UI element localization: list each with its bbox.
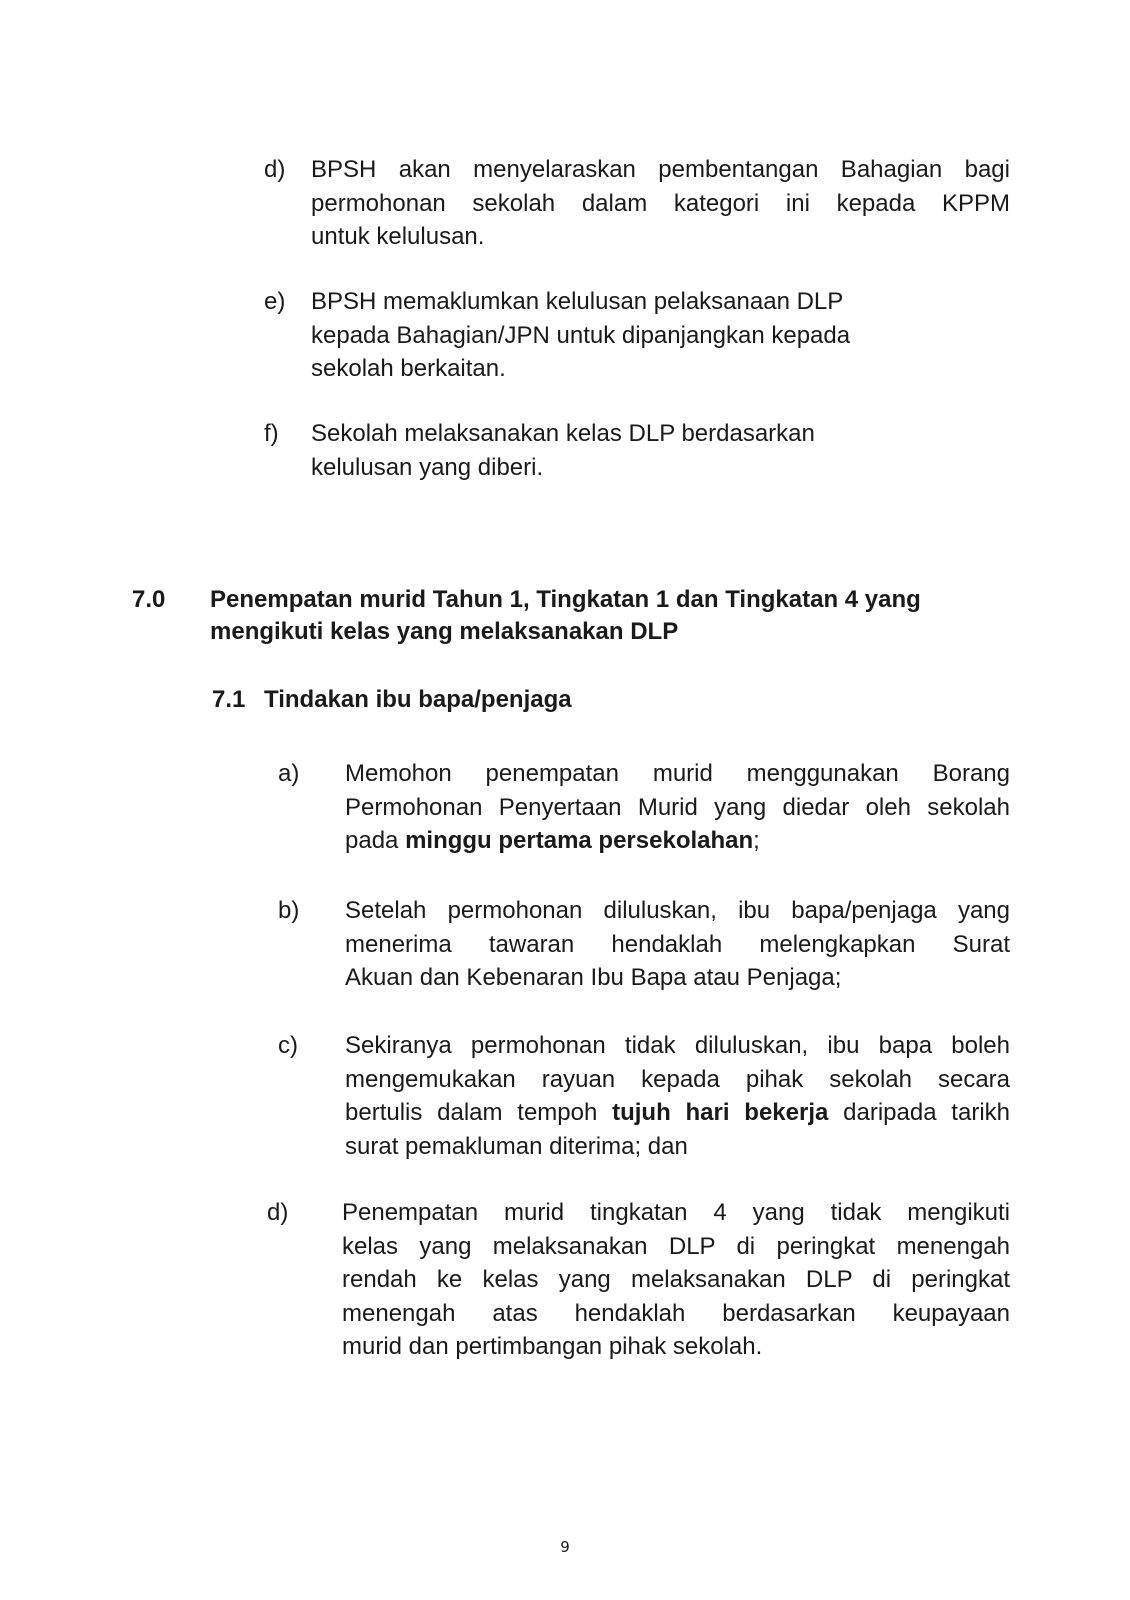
list-item-b bbox=[278, 894, 1010, 995]
list-item-f bbox=[264, 417, 1010, 485]
list-item-e bbox=[264, 285, 1010, 386]
bold-text: tujuh hari bekerja bbox=[612, 1099, 829, 1126]
item-text-line: Sekiranya permohonan tidak diluluskan, ibu bapa boleh bbox=[345, 1032, 1010, 1059]
item-text-line: rendah ke kelas yang melaksanakan DLP di peringkat bbox=[342, 1266, 1010, 1293]
item-text-line: Sekolah melaksanakan kelas DLP berdasarkan bbox=[311, 420, 815, 447]
subsection-number: 7.1 bbox=[212, 686, 246, 713]
item-label: d) bbox=[267, 1199, 289, 1226]
item-text-line: Penempatan murid tingkatan 4 yang tidak mengikuti bbox=[342, 1199, 1010, 1226]
item-text-line: menengah atas hendaklah berdasarkan keupayaan bbox=[342, 1299, 1010, 1327]
item-label: f) bbox=[264, 420, 279, 447]
item-label: a) bbox=[278, 760, 300, 787]
page-number: 9 bbox=[560, 1538, 570, 1556]
section-title-line: Penempatan murid Tahun 1, Tingkatan 1 dan Tingkatan 4 yang bbox=[210, 586, 921, 613]
item-text-line: surat pemakluman diterima; dan bbox=[345, 1132, 688, 1160]
item-text-line: menerima tawaran hendaklah melengkapkan Surat bbox=[345, 930, 1010, 958]
list-item-d bbox=[264, 153, 1010, 254]
section-title bbox=[210, 584, 1010, 648]
list-item-a bbox=[278, 757, 1010, 858]
section-number: 7.0 bbox=[132, 586, 166, 613]
subsection-title: Tindakan ibu bapa/penjaga bbox=[264, 686, 572, 713]
item-text-line: untuk kelulusan. bbox=[311, 223, 485, 250]
item-label: b) bbox=[278, 897, 300, 924]
item-text-line: Akuan dan Kebenaran Ibu Bapa atau Penjaga; bbox=[345, 964, 842, 991]
item-label: d) bbox=[264, 156, 286, 183]
item-text-line: BPSH memaklumkan kelulusan pelaksanaan DLP bbox=[311, 288, 844, 315]
text-span: bertulis dalam tempoh bbox=[345, 1099, 613, 1126]
item-text-line: permohonan sekolah dalam kategori ini kepada KPPM bbox=[311, 189, 1010, 217]
item-text-line: Setelah permohonan diluluskan, ibu bapa/penjaga yang bbox=[345, 897, 1010, 924]
item-text-line: kepada Bahagian/JPN untuk dipanjangkan kepada bbox=[311, 321, 851, 349]
item-text-line bbox=[345, 1096, 1010, 1130]
item-text-line: mengemukakan rayuan kepada pihak sekolah secara bbox=[345, 1065, 1010, 1093]
item-text-line: sekolah berkaitan. bbox=[311, 355, 506, 382]
item-text-line: murid dan pertimbangan pihak sekolah. bbox=[342, 1333, 763, 1360]
item-label: e) bbox=[264, 288, 286, 315]
item-text-line: BPSH akan menyelaraskan pembentangan Bahagian bagi bbox=[311, 156, 1010, 183]
item-label: c) bbox=[278, 1032, 298, 1059]
list-item-c bbox=[278, 1029, 1010, 1164]
item-text-line: Memohon penempatan murid menggunakan Borang bbox=[345, 760, 1010, 787]
text-span: daripada tarikh bbox=[828, 1099, 1010, 1126]
item-text-line bbox=[345, 824, 1010, 858]
list-item-d2 bbox=[267, 1196, 1010, 1364]
text-span: ; bbox=[753, 827, 760, 854]
section-title-line: mengikuti kelas yang melaksanakan DLP bbox=[210, 618, 679, 645]
item-text-line: kelas yang melaksanakan DLP di peringkat menengah bbox=[342, 1232, 1010, 1260]
item-text-line: kelulusan yang diberi. bbox=[311, 453, 544, 481]
text-span: pada bbox=[345, 827, 406, 854]
bold-text: minggu pertama persekolahan bbox=[405, 827, 754, 854]
item-text-line: Permohonan Penyertaan Murid yang diedar oleh sekolah bbox=[345, 793, 1010, 821]
